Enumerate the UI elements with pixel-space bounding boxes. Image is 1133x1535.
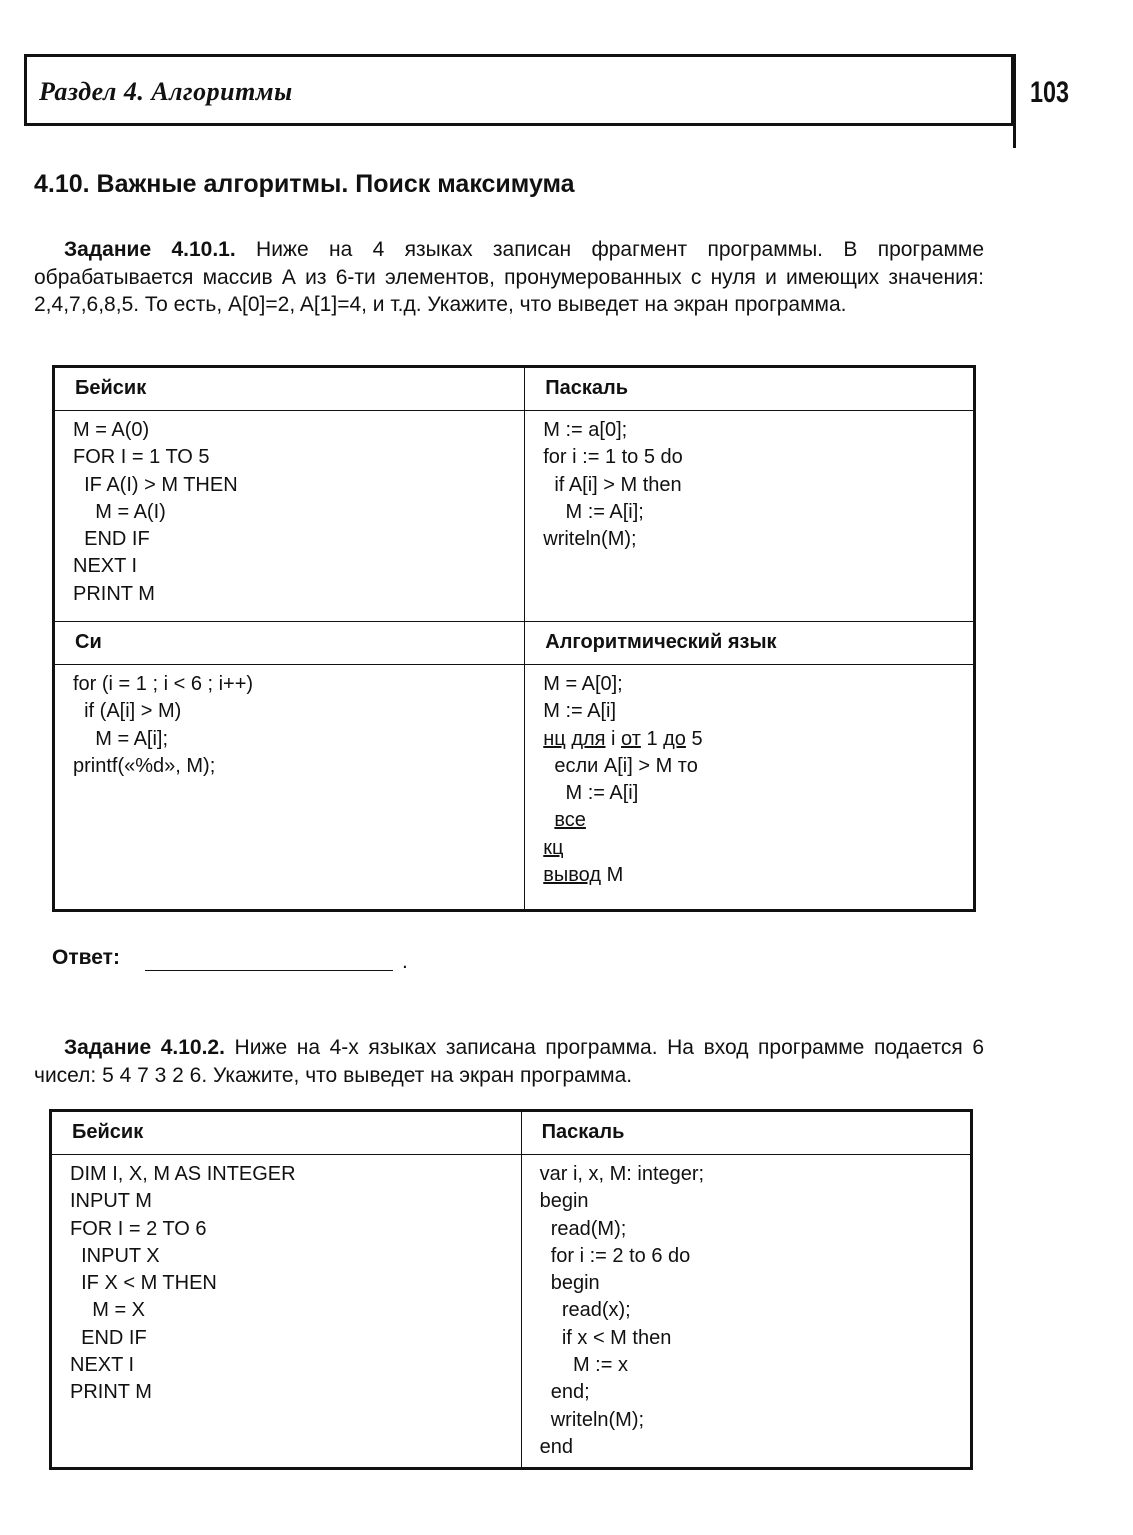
task-2-body: Ниже на 4-х языках записана программа. На вход программе подается 6 чисел: 5 4 7 3 2 6. Укажите, что выведет на экран программа. xyxy=(34,1036,984,1087)
pascal-code-cell xyxy=(525,411,975,622)
algo-code-cell xyxy=(525,665,975,911)
task-2-label: Задание 4.10.2. xyxy=(64,1036,225,1059)
task-2-basic-code-cell xyxy=(51,1155,522,1469)
basic-code: M = A(0) FOR I = 1 TO 5 IF A(I) > M THEN M = A(I) END IF NEXT I PRINT M xyxy=(73,419,238,605)
section-title: 4.10. Важные алгоритмы. Поиск максимума xyxy=(34,170,575,198)
algo-header: Алгоритмический язык xyxy=(525,622,975,665)
header-divider xyxy=(1013,54,1016,148)
task-1-text xyxy=(34,236,984,319)
pascal-header: Паскаль xyxy=(525,367,975,411)
c-code-cell xyxy=(54,665,525,911)
c-code: for (i = 1 ; i < 6 ; i++) if (A[i] > M) M = A[i]; printf(«%d», M); xyxy=(73,673,254,777)
basic-header: Бейсик xyxy=(54,367,525,411)
task-2-code-table xyxy=(49,1109,973,1470)
answer-label: Ответ: xyxy=(52,946,120,969)
task-2-basic-code: DIM I, X, M AS INTEGER INPUT M FOR I = 2 TO 6 INPUT X IF X < M THEN M = X END IF NEXT I PRINT M xyxy=(70,1163,296,1404)
section-header-title: Раздел 4. Алгоритмы xyxy=(39,77,293,106)
task-2-pascal-header: Паскаль xyxy=(521,1111,971,1155)
answer-blank-line[interactable] xyxy=(145,970,393,971)
answer-dot: . xyxy=(402,950,408,973)
algo-code: M = A[0]; M := A[i] нц для i от 1 до 5 если A[i] > M то M := A[i] все кц вывод M xyxy=(543,673,703,887)
task-2-pascal-code-cell xyxy=(521,1155,971,1469)
section-header-box xyxy=(24,54,1014,126)
task-1-body: Ниже на 4 языках записан фрагмент программы. В программе обрабатывается массив А из 6-ти элементов, пронумерованных с нуля и имеющих значения: 2,4,7,6,8,5. То есть, A[0]=2, A[1]=4, и т.д. Укажите, что выведет на экран программа. xyxy=(34,238,984,316)
pascal-code: M := a[0]; for i := 1 to 5 do if A[i] > M then M := A[i]; writeln(M); xyxy=(543,419,683,551)
page-number: 103 xyxy=(1030,76,1070,109)
task-2-basic-header: Бейсик xyxy=(51,1111,522,1155)
task-1-code-table xyxy=(52,365,976,912)
basic-code-cell xyxy=(54,411,525,622)
task-2-text xyxy=(34,1034,984,1089)
task-2-pascal-code: var i, x, M: integer; begin read(M); for i := 2 to 6 do begin read(x); if x < M then M := x end; writeln(M); end xyxy=(539,1163,705,1458)
c-header: Си xyxy=(54,622,525,665)
task-1-label: Задание 4.10.1. xyxy=(64,238,236,261)
